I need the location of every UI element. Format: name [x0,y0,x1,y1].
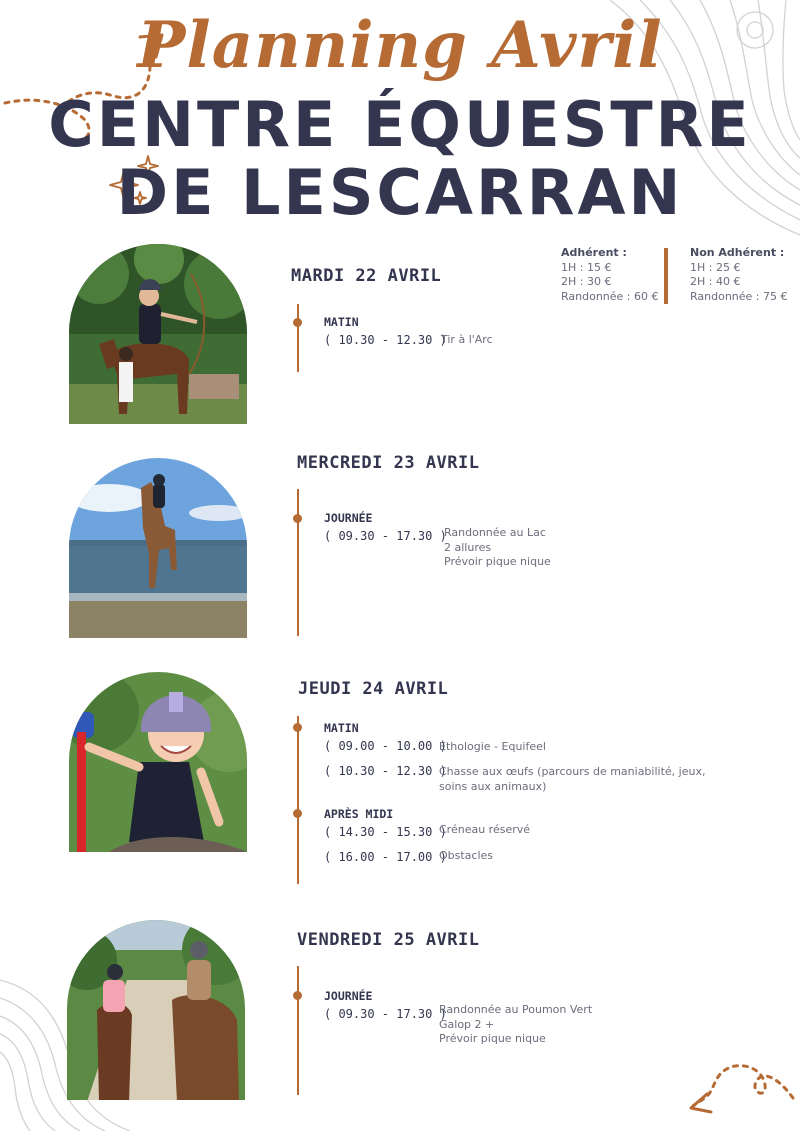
period-label: APRÈS MIDI [324,807,394,821]
non-member-price-line: 1H : 25 € [690,260,741,274]
activity-text: Chasse aux œufs (parcours de maniabilité, jeux, soins aux animaux) [439,765,706,793]
timeline-dot [293,723,302,732]
member-price-line: 1H : 15 € [561,260,612,274]
activity-text: Randonnée au Lac 2 allures Prévoir pique nique [444,526,551,568]
day-title: JEUDI 24 AVRIL [298,679,449,699]
timeline-dot [293,514,302,523]
timeline-line [297,489,299,636]
photo-smiling-child-rider [69,672,247,852]
timeline-line [297,716,299,884]
period-label: MATIN [324,315,359,329]
day-title: MERCREDI 23 AVRIL [297,453,480,473]
timeline-line [297,304,299,372]
slot-time: ( 14.30 - 15.30 ) [324,825,447,839]
timeline-line [297,966,299,1095]
non-member-price-line: Randonnée : 75 € [690,289,788,303]
activity-text: Créneau réservé [439,823,531,836]
slot-time: ( 09.30 - 17.30 ) [324,529,447,543]
slot-time: ( 10.30 - 12.30 ) [324,764,447,778]
period-label: JOURNÉE [324,511,373,525]
day-title: VENDREDI 25 AVRIL [297,930,480,950]
member-prices [561,246,659,304]
activity-text: Ethologie - Equifeel [439,740,546,753]
non-member-price-line: 2H : 40 € [690,275,741,288]
slot-time: ( 09.00 - 10.00 ) [324,739,447,753]
member-price-line: Randonnée : 60 € [561,289,659,303]
price-divider [664,248,668,304]
day-title: MARDI 22 AVRIL [291,266,442,286]
slot-time: ( 09.30 - 17.30 ) [324,1007,447,1021]
page-title-line-2: DE LESCARRAN [116,156,684,229]
timeline-dot [293,991,302,1000]
dashed-arrow-decoration-bottom [685,1050,800,1120]
activity-text: Obstacles [439,849,494,862]
timeline-dot [293,809,302,818]
non-member-prices-heading: Non Adhérent : [690,246,785,259]
non-member-prices [690,246,788,304]
slot-time: ( 10.30 - 12.30 ) [324,333,447,347]
activity-text: Tir à l'Arc [441,333,493,346]
period-label: JOURNÉE [324,989,373,1003]
page-title-line-1: CENTRE ÉQUESTRE [48,88,752,161]
photo-horse-in-lake [69,458,247,638]
photo-archery-on-horseback [69,244,247,424]
member-price-line: 2H : 30 € [561,275,612,288]
slot-time: ( 16.00 - 17.00 ) [324,850,447,864]
member-prices-heading: Adhérent : [561,246,627,259]
timeline-dot [293,318,302,327]
photo-riders-on-trail [67,920,245,1100]
period-label: MATIN [324,721,359,735]
script-title: Planning Avril [137,8,663,83]
activity-text: Randonnée au Poumon Vert Galop 2 + Prévoir pique nique [439,1003,593,1045]
